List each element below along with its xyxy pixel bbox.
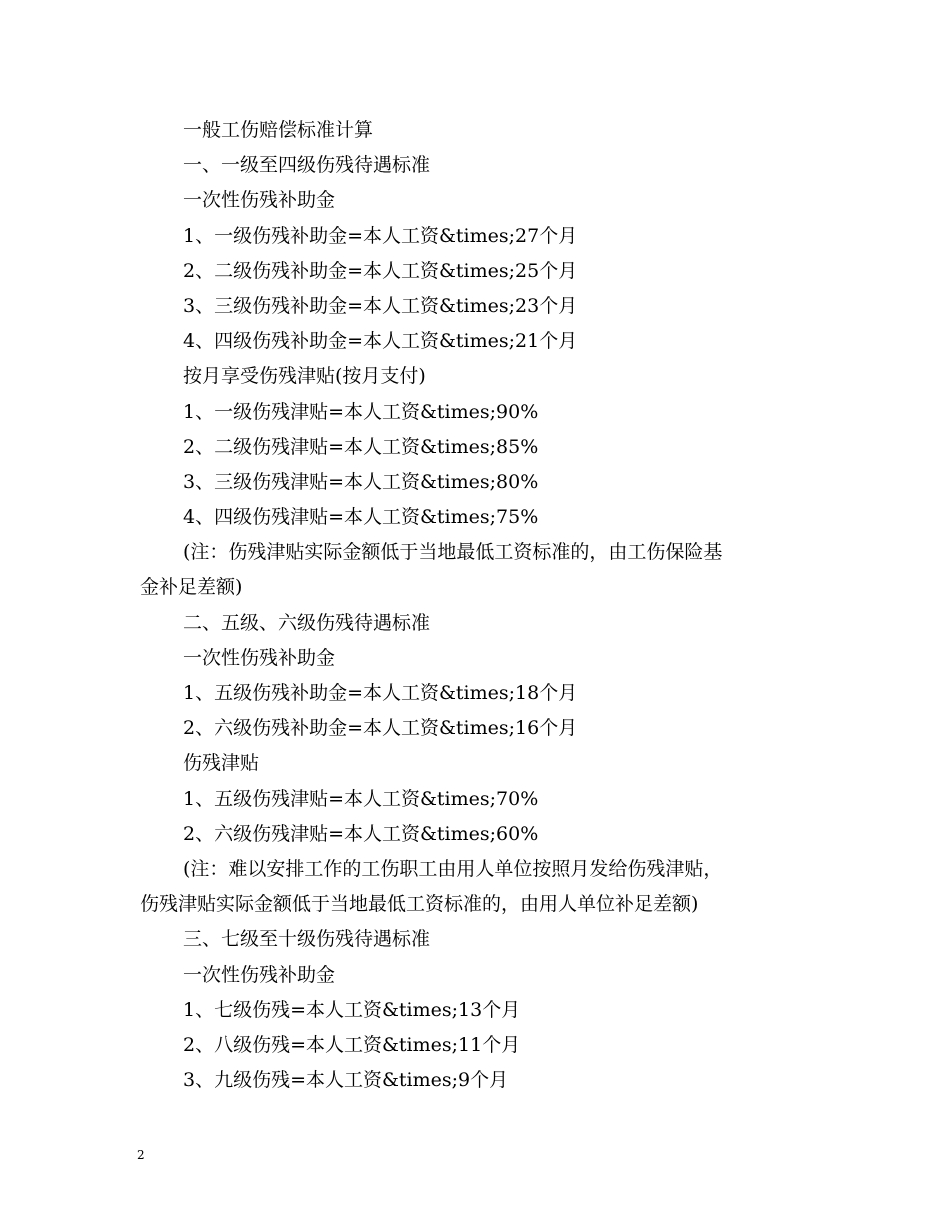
text-line: 1、七级伤残=本人工资&times;13个月 — [183, 998, 521, 1021]
document-title: 一般工伤赔偿标准计算 — [183, 119, 374, 141]
page-number: 2 — [137, 1148, 145, 1162]
text-line: 1、一级伤残津贴=本人工资&times;90% — [183, 400, 539, 423]
document-body — [140, 113, 820, 1098]
subheading-lump-sum-1: 一次性伤残补助金 — [183, 189, 336, 212]
note-line-continued: 伤残津贴实际金额低于当地最低工资标准的，由用人单位补足差额) — [140, 893, 699, 916]
text-line: 2、二级伤残补助金=本人工资&times;25个月 — [183, 259, 578, 282]
text-line: 3、三级伤残补助金=本人工资&times;23个月 — [183, 294, 578, 317]
text-line: 4、四级伤残补助金=本人工资&times;21个月 — [183, 330, 578, 353]
section-heading-2: 二、五级、六级伤残待遇标准 — [183, 611, 431, 634]
section-heading-3: 三、七级至十级伤残待遇标准 — [183, 928, 431, 951]
text-line: 3、九级伤残=本人工资&times;9个月 — [183, 1069, 509, 1092]
text-line: 2、二级伤残津贴=本人工资&times;85% — [183, 435, 539, 458]
text-line: 2、八级伤残=本人工资&times;11个月 — [183, 1033, 521, 1056]
subheading-lump-sum-3: 一次性伤残补助金 — [183, 963, 336, 986]
subheading-lump-sum-2: 一次性伤残补助金 — [183, 646, 336, 669]
text-line: 2、六级伤残津贴=本人工资&times;60% — [183, 822, 539, 845]
note-line: (注：难以安排工作的工伤职工由用人单位按照月发给伤残津贴， — [183, 857, 723, 880]
text-line: 4、四级伤残津贴=本人工资&times;75% — [183, 506, 539, 529]
text-line: 1、一级伤残补助金=本人工资&times;27个月 — [183, 224, 578, 247]
subheading-allowance: 伤残津贴 — [183, 752, 260, 775]
text-line: 1、五级伤残补助金=本人工资&times;18个月 — [183, 682, 578, 704]
note-line: (注：伤残津贴实际金额低于当地最低工资标准的，由工伤保险基 — [183, 541, 723, 564]
text-line: 2、六级伤残补助金=本人工资&times;16个月 — [183, 717, 578, 740]
text-line: 1、五级伤残津贴=本人工资&times;70% — [183, 787, 539, 810]
note-line-continued: 金补足差额) — [140, 576, 243, 599]
section-heading-1: 一、一级至四级伤残待遇标准 — [183, 154, 431, 177]
text-line: 3、三级伤残津贴=本人工资&times;80% — [183, 470, 539, 493]
subheading-monthly-allowance: 按月享受伤残津贴(按月支付) — [183, 365, 426, 388]
